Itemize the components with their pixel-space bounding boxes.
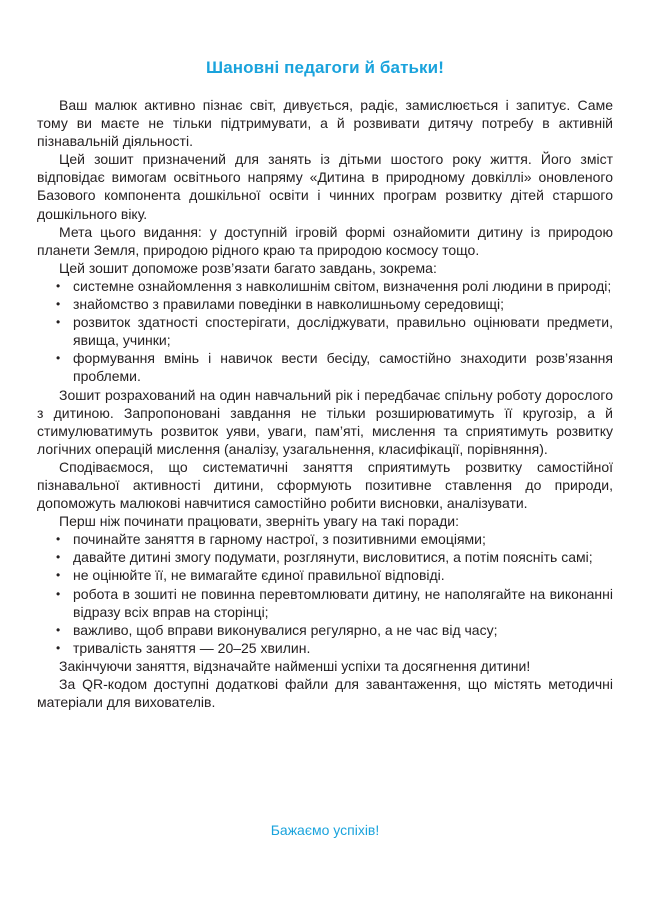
- paragraph-duration: Зошит розрахований на один навчальний рік і передбачає спільну роботу дорослого з дитиною. Запропоновані завдання не тільки розширюватимуть її кругозір, а й стимулюватимуть розвиток уяви, уваги, пам’яті, мислення та сприятимуть розвитку логічних операцій мислення (аналізу, узагальнення, класифікації, порівняння).: [37, 386, 613, 457]
- tasks-list: [37, 277, 613, 386]
- list-item: • системне ознайомлення з навколишнім світом, визначення ролі людини в природі;: [37, 277, 613, 295]
- paragraph-tasks-intro: Цей зошит допоможе розв’язати багато завдань, зокрема:: [59, 259, 437, 276]
- list-item: • важливо, щоб вправи виконувалися регулярно, а не час від часу;: [37, 621, 613, 639]
- list-item: • розвиток здатності спостерігати, досліджувати, правильно оцінювати предмети, явища, учинки;: [37, 313, 613, 349]
- paragraph-purpose: Цей зошит призначений для занять із дітьми шостого року життя. Його зміст відповідає вимогам освітнього напряму «Дитина в природному довкіллі» оновленого Базового компонента дошкільної освіти і чинних програм розвитку дітей старшого дошкільного віку.: [37, 151, 613, 222]
- paragraph-finishing: Закінчуючи заняття, відзначайте найменші успіхи та досягнення дитини!: [59, 657, 531, 674]
- page-title: Шановні педагоги й батьки!: [206, 58, 444, 77]
- paragraph-intro: Ваш малюк активно пізнає світ, дивується, радіє, замислюється і запитує. Саме тому ви маєте не тільки підтримувати, а й розвивати дитячу потребу в активній пізнавальній діяльності.: [37, 97, 613, 150]
- list-item: • давайте дитині змогу подумати, розглянути, висловитися, а потім поясніть самі;: [37, 548, 613, 566]
- closing-wish: Бажаємо успіхів!: [270, 822, 380, 838]
- tips-list: [37, 530, 613, 657]
- list-item: • тривалість заняття — 20–25 хвилин.: [37, 639, 613, 657]
- letter-body: [37, 96, 613, 711]
- paragraph-qr-code: За QR-кодом доступні додаткові файли для завантаження, що містять методичні матеріали для вихователів.: [37, 676, 613, 711]
- paragraph-goal: Мета цього видання: у доступній ігровій формі ознайомити дитину із природою планети Земля, природою рідного краю та природою космосу тощо.: [37, 223, 613, 258]
- list-item: • починайте заняття в гарному настрої, з позитивними емоціями;: [37, 530, 613, 548]
- list-item: • формування вмінь і навичок вести бесіду, самостійно знаходити розв’язання проблеми.: [37, 349, 613, 385]
- list-item: • не оцінюйте її, не вимагайте єдиної правильної відповіді.: [37, 566, 613, 584]
- list-item: • знайомство з правилами поведінки в навколишньому середовищі;: [37, 295, 613, 313]
- paragraph-hopes: Сподіваємося, що систематичні заняття сприятимуть розвитку самостійної пізнавальної активності дитини, сформують позитивне ставлення до природи, допоможуть малюкові навчитися самостійно робити висновки, аналізувати.: [37, 458, 613, 512]
- paragraph-tips-intro: Перш ніж починати працювати, зверніть увагу на такі поради:: [59, 513, 459, 530]
- list-item: • робота в зошиті не повинна перевтомлювати дитину, не наполягайте на виконанні відразу всіх вправ на сторінці;: [37, 585, 613, 621]
